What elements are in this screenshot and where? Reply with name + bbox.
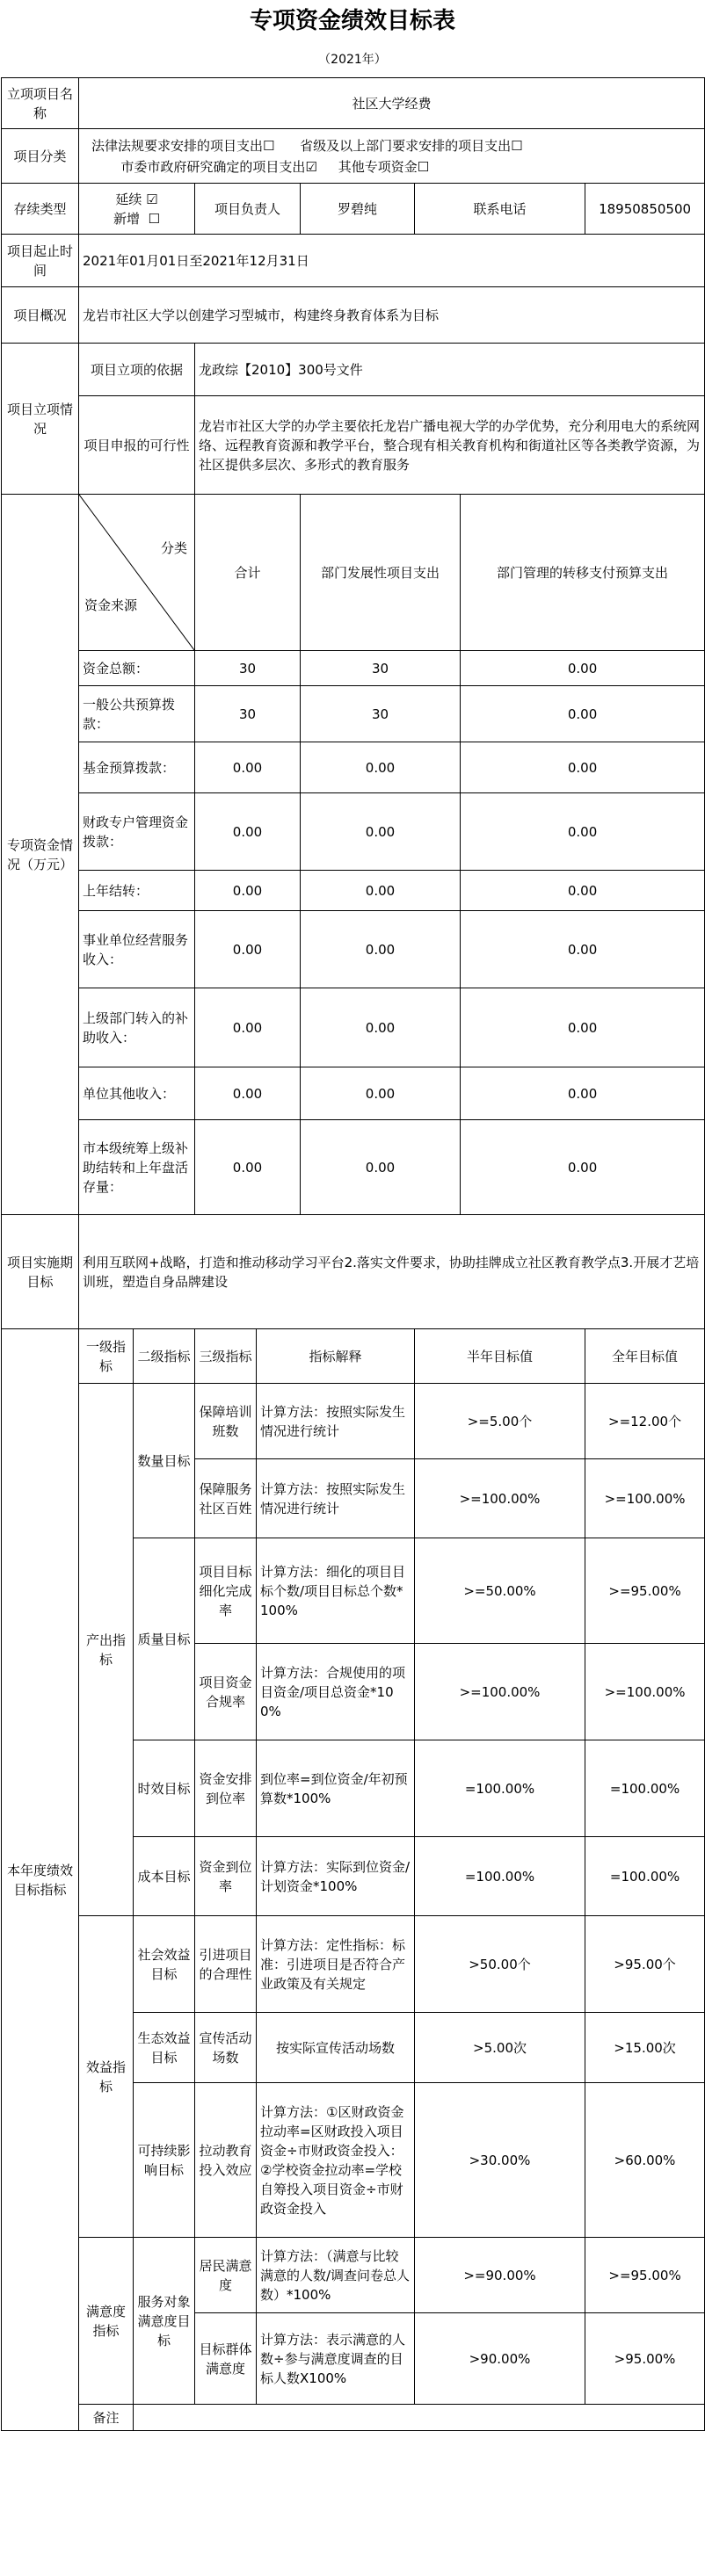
funds-row-total: 0.00 [195,1120,301,1215]
funds-row-label: 基金预算拨款： [79,742,195,793]
ind-half: =100.00% [415,1740,585,1837]
ind-half: >=50.00% [415,1538,585,1644]
ind-explain: 按实际宣传活动场数 [257,2013,415,2083]
funds-row-total: 0.00 [195,742,301,793]
basis-label: 项目立项的依据 [79,344,195,396]
funds-row-total: 30 [195,686,301,742]
year-label: （2021年） [318,53,387,67]
funds-row-dept: 0.00 [301,742,461,793]
ind-full: >95.00% [585,2313,705,2405]
category-options [79,129,705,184]
ind-l3: 拉动教育投入效应 [195,2083,257,2238]
ind-full: >15.00次 [585,2013,705,2083]
ind-half: >=100.00% [415,1644,585,1740]
performance-table [1,77,705,2431]
ind-half: >=100.00% [415,1459,585,1538]
funds-row-label: 上年结转： [79,871,195,911]
ind-full: =100.00% [585,1740,705,1837]
ind-satisfaction: 满意度指标 [79,2238,134,2405]
ind-full: >95.00个 [585,1916,705,2013]
goal-label: 项目实施期目标 [2,1215,79,1329]
ind-social: 社会效益目标 [134,1916,195,2013]
feasibility-label: 项目申报的可行性 [79,396,195,495]
funds-diagonal-header [79,495,195,651]
project-name: 社区大学经费 [79,78,705,129]
ind-half: =100.00% [415,1837,585,1916]
funds-row-transfer: 0.00 [461,742,705,793]
ind-half: >50.00个 [415,1916,585,2013]
ind-half: >30.00% [415,2083,585,2238]
checkbox-icon[interactable]: ☐ [148,210,160,227]
funds-row-label: 事业单位经营服务收入： [79,911,195,988]
phone-label: 联系电话 [415,184,585,235]
ind-half: >=5.00个 [415,1384,585,1459]
funds-label: 专项资金情况（万元） [2,495,79,1215]
funds-row-total: 0.00 [195,793,301,871]
project-name-label: 立项项目名称 [2,78,79,129]
ind-full: >=12.00个 [585,1384,705,1459]
ind-full: >=100.00% [585,1644,705,1740]
funds-header-category: 分类 [160,540,187,556]
funds-row-transfer: 0.00 [461,871,705,911]
checkbox-icon[interactable]: ☑ [305,158,317,175]
ind-full: >=95.00% [585,1538,705,1644]
funds-row-transfer: 0.00 [461,651,705,686]
ind-header-explain: 指标解释 [257,1329,415,1384]
checkbox-icon[interactable]: ☐ [511,137,523,154]
funds-row-dept: 0.00 [301,911,461,988]
ind-explain: 到位率=到位资金/年初预算数*100% [257,1740,415,1837]
ind-timeliness: 时效目标 [134,1740,195,1837]
funds-row-transfer: 0.00 [461,793,705,871]
ind-l3: 目标群体满意度 [195,2313,257,2405]
remarks-label: 备注 [79,2405,134,2431]
checkbox-icon[interactable]: ☐ [263,137,275,154]
category-option-province[interactable]: 省级及以上部门要求安排的项目支出☐ [300,138,522,154]
page-title: 专项资金绩效目标表 [249,8,455,34]
funds-row-dept: 0.00 [301,871,461,911]
goal-value: 利用互联网+战略，打造和推动移动学习平台2.落实文件要求，协助挂牌成立社区教育教学点3.开展才艺培训班，塑造自身品牌建设 [79,1215,705,1329]
funds-row-label: 上级部门转入的补助收入： [79,988,195,1067]
category-option-law[interactable]: 法律法规要求安排的项目支出☐ [91,138,274,154]
ind-output: 产出指标 [79,1384,134,1916]
ind-header-l3: 三级指标 [195,1329,257,1384]
indicators-label: 本年度绩效目标指标 [2,1329,79,2431]
funds-row-transfer: 0.00 [461,911,705,988]
ind-l3: 资金安排到位率 [195,1740,257,1837]
funds-row-label: 资金总额： [79,651,195,686]
funds-header-dept: 部门发展性项目支出 [301,495,461,651]
remarks-value [134,2405,705,2431]
funds-row-label: 单位其他收入： [79,1067,195,1120]
funds-row-transfer: 0.00 [461,1067,705,1120]
ind-header-full: 全年目标值 [585,1329,705,1384]
ind-half: >5.00次 [415,2013,585,2083]
ind-l3: 引进项目的合理性 [195,1916,257,2013]
funds-header-transfer: 部门管理的转移支付预算支出 [461,495,705,651]
ind-sustain: 可持续影响目标 [134,2083,195,2238]
funds-row-transfer: 0.00 [461,1120,705,1215]
funds-row-total: 0.00 [195,988,301,1067]
funds-row-label: 一般公共预算拨款： [79,686,195,742]
ind-l3: 保障服务社区百姓 [195,1459,257,1538]
funds-row-total: 0.00 [195,1067,301,1120]
overview-label: 项目概况 [2,287,79,344]
ind-explain: 计算方法：按照实际发生情况进行统计 [257,1459,415,1538]
checkbox-icon[interactable]: ☐ [417,158,430,175]
ind-explain: 计算方法：按照实际发生情况进行统计 [257,1384,415,1459]
setup-label: 项目立项情况 [2,344,79,495]
status-new[interactable]: 新增 ☐ [113,210,160,227]
funds-row-dept: 30 [301,686,461,742]
ind-l3: 保障培训班数 [195,1384,257,1459]
ind-explain: 计算方法：细化的项目目标个数/项目目标总个数*100% [257,1538,415,1644]
ind-ecological: 生态效益目标 [134,2013,195,2083]
funds-row-dept: 0.00 [301,1120,461,1215]
funds-row-label: 财政专户管理资金拨款： [79,793,195,871]
funds-header-total: 合计 [195,495,301,651]
basis-value: 龙政综【2010】300号文件 [195,344,705,396]
funds-row-total: 30 [195,651,301,686]
manager-name: 罗碧纯 [301,184,415,235]
category-option-city[interactable]: 市委市政府研究确定的项目支出☑ [120,159,316,175]
funds-row-dept: 0.00 [301,793,461,871]
ind-full: =100.00% [585,1837,705,1916]
feasibility-value: 龙岩市社区大学的办学主要依托龙岩广播电视大学的办学优势，充分利用电大的系统网络、远程教育资源和教学平台，整合现有相关教育机构和街道社区等各类教学资源，为社区提供多层次、多形式的教育服务 [195,396,705,495]
funds-header-source: 资金来源 [84,597,138,613]
checkbox-icon[interactable]: ☑ [146,191,158,207]
ind-quantity: 数量目标 [134,1384,195,1538]
manager-label: 项目负责人 [195,184,301,235]
funds-row-total: 0.00 [195,911,301,988]
funds-row-dept: 0.00 [301,1067,461,1120]
ind-l3: 资金到位率 [195,1837,257,1916]
ind-half: >90.00% [415,2313,585,2405]
ind-explain: 计算方法：合规使用的项目资金/项目总资金*100% [257,1644,415,1740]
funds-row-label: 市本级统筹上级补助结转和上年盘活存量： [79,1120,195,1215]
ind-explain: 计算方法：①区财政资金拉动率=区财政投入项目资金÷市财政资金投入：②学校资金拉动率=学校自筹投入项目资金÷市财政资金投入 [257,2083,415,2238]
ind-half: >=90.00% [415,2238,585,2313]
ind-explain: 计算方法：（满意与比较满意的人数/调查问卷总人数）*100% [257,2238,415,2313]
status-continue[interactable]: 延续 ☑ [115,191,158,207]
overview-value: 龙岩市社区大学以创建学习型城市，构建终身教育体系为目标 [79,287,705,344]
ind-header-l1: 一级指标 [79,1329,134,1384]
ind-header-half: 半年目标值 [415,1329,585,1384]
funds-row-transfer: 0.00 [461,686,705,742]
ind-full: >=100.00% [585,1459,705,1538]
funds-row-dept: 30 [301,651,461,686]
ind-l3: 项目目标细化完成率 [195,1538,257,1644]
ind-header-l2: 二级指标 [134,1329,195,1384]
ind-benefit: 效益指标 [79,1916,134,2238]
ind-cost: 成本目标 [134,1837,195,1916]
status-options [79,184,195,235]
ind-l3: 项目资金合规率 [195,1644,257,1740]
ind-full: >=95.00% [585,2238,705,2313]
category-option-other[interactable]: 其他专项资金☐ [338,159,429,175]
diagonal-line [79,495,194,650]
period-label: 项目起止时间 [2,235,79,287]
period-value: 2021年01月01日至2021年12月31日 [79,235,705,287]
status-label: 存续类型 [2,184,79,235]
ind-l3: 宣传活动场数 [195,2013,257,2083]
ind-explain: 计算方法：实际到位资金/计划资金*100% [257,1837,415,1916]
funds-row-transfer: 0.00 [461,988,705,1067]
funds-row-total: 0.00 [195,871,301,911]
funds-row-dept: 0.00 [301,988,461,1067]
ind-explain: 计算方法：表示满意的人数÷参与满意度调查的目标人数X100% [257,2313,415,2405]
phone-number: 18950850500 [585,184,705,235]
category-label: 项目分类 [2,129,79,184]
ind-quality: 质量目标 [134,1538,195,1740]
ind-l3: 居民满意度 [195,2238,257,2313]
ind-full: >60.00% [585,2083,705,2238]
ind-explain: 计算方法：定性指标：标准：引进项目是否符合产业政策及有关规定 [257,1916,415,2013]
ind-service: 服务对象满意度目标 [134,2238,195,2405]
